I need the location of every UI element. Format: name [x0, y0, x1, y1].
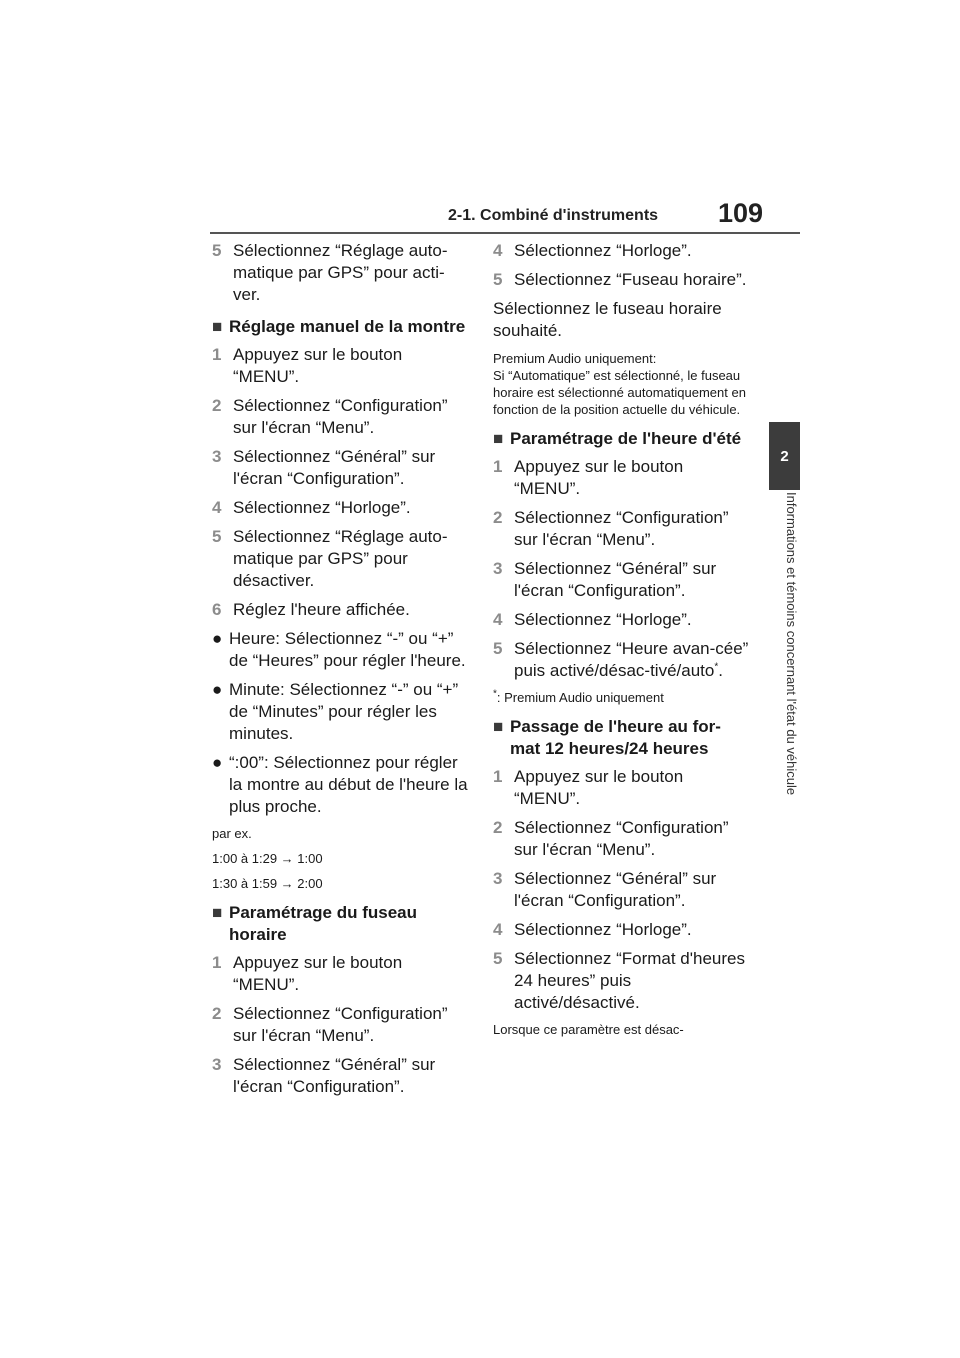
- section-heading-format: ■ Passage de l'heure au for-mat 12 heures/24 heures: [493, 717, 721, 758]
- bullet-item: ● Heure: Sélectionnez “-” ou “+” de “Heures” pour régler l'heure.: [212, 629, 466, 670]
- step-item: [212, 240, 470, 306]
- step-item: 2 Sélectionnez “Configuration” sur l'écran “Menu”.: [212, 1004, 448, 1045]
- bullet-item: ● Minute: Sélectionnez “-” ou “+” de “Minutes” pour régler les minutes.: [212, 680, 459, 743]
- bullet-dot-icon: ●: [212, 753, 223, 772]
- step-item: 4 Sélectionnez “Horloge”.: [212, 498, 411, 517]
- step-item: 5 Sélectionnez “Réglage auto-matique par GPS” pour désactiver.: [212, 527, 448, 590]
- step-number: 5: [212, 241, 222, 260]
- step-item: 2 Sélectionnez “Configuration” sur l'écran “Menu”.: [212, 396, 448, 437]
- step-item: 4 Sélectionnez “Horloge”.: [493, 610, 692, 629]
- step-item: 2 Sélectionnez “Configuration” sur l'écran “Menu”.: [493, 508, 729, 549]
- square-bullet-icon: ■: [493, 717, 504, 736]
- chapter-title: Informations et témoins concernant l'état du véhicule: [784, 492, 799, 796]
- step-item: 1 Appuyez sur le bouton “MENU”.: [212, 345, 403, 386]
- step-item: 5 Sélectionnez “Format d'heures 24 heures” puis activé/désactivé.: [493, 949, 745, 1012]
- step-item: 4 Sélectionnez “Horloge”.: [493, 920, 692, 939]
- step-item: 2 Sélectionnez “Configuration” sur l'écran “Menu”.: [493, 818, 729, 859]
- bullet-dot-icon: ●: [212, 680, 223, 699]
- step-item: 3 Sélectionnez “Général” sur l'écran “Configuration”.: [493, 869, 717, 910]
- section-heading-manual: ■ Réglage manuel de la montre: [212, 317, 466, 336]
- step-item: 3 Sélectionnez “Général” sur l'écran “Configuration”.: [212, 1055, 436, 1096]
- page-number: 109: [718, 198, 764, 228]
- section-title: 2-1. Combiné d'instruments: [448, 207, 659, 224]
- step-item: 1 Appuyez sur le bouton “MENU”.: [493, 767, 684, 808]
- example-line: 1:30 à 1:59 → 2:00: [212, 876, 323, 891]
- step-item: 3 Sélectionnez “Général” sur l'écran “Configuration”.: [212, 447, 436, 488]
- square-bullet-icon: ■: [493, 429, 504, 448]
- example-label: par ex.: [212, 826, 252, 841]
- square-bullet-icon: ■: [212, 317, 223, 336]
- square-bullet-icon: ■: [212, 903, 223, 922]
- timezone-paragraph: Sélectionnez le fuseau horaire souhaité.: [493, 299, 722, 340]
- bullet-item: ● “:00”: Sélectionnez pour régler la montre au début de l'heure la plus proche.: [212, 753, 468, 816]
- step-item: 3 Sélectionnez “Général” sur l'écran “Configuration”.: [493, 559, 717, 600]
- section-heading-timezone: ■ Paramétrage du fuseau horaire: [212, 903, 418, 944]
- bullet-dot-icon: ●: [212, 629, 223, 648]
- step-text: Sélectionnez “Réglage auto-matique par GPS” pour acti-ver.: [233, 241, 448, 304]
- step-item: 1 Appuyez sur le bouton “MENU”.: [493, 457, 684, 498]
- example-line: 1:00 à 1:29 → 1:00: [212, 851, 323, 866]
- section-heading-dst: ■ Paramétrage de l'heure d'été: [493, 429, 742, 448]
- step-item: 5 Sélectionnez “Heure avan-cée” puis activé/désac-tivé/auto*.: [493, 639, 749, 680]
- trailing-note: Lorsque ce paramètre est désac-: [493, 1022, 684, 1037]
- left-column: [212, 240, 470, 1105]
- header-divider: [210, 232, 800, 234]
- right-column: [493, 240, 751, 1046]
- step-item: 1 Appuyez sur le bouton “MENU”.: [212, 953, 403, 994]
- step-item: 5 Sélectionnez “Fuseau horaire”.: [493, 270, 747, 289]
- step-item: 6 Réglez l'heure affichée.: [212, 600, 410, 619]
- step-item: 4 Sélectionnez “Horloge”.: [493, 241, 692, 260]
- chapter-tab: 2: [769, 422, 800, 490]
- footnote: *: Premium Audio uniquement: [493, 688, 664, 705]
- premium-note: Premium Audio uniquement: Si “Automatique” est sélectionné, le fuseau horaire est sélectionné automatiquement en fonction de la position actuelle du véhicule.: [493, 351, 746, 417]
